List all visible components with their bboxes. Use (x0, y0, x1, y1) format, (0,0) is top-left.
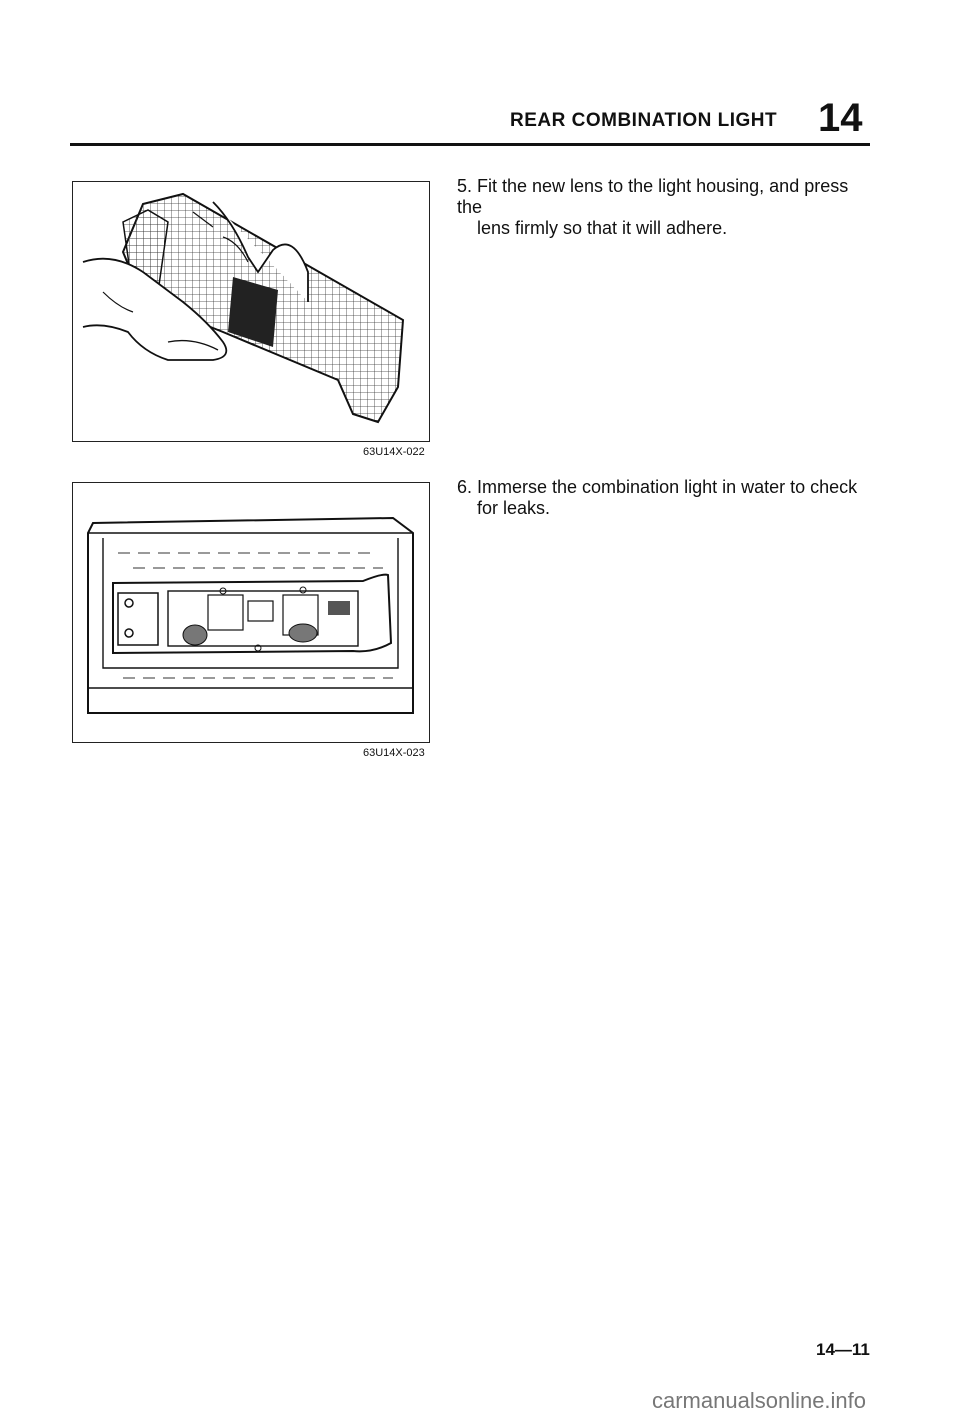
step-5 (457, 176, 877, 239)
step-6 (457, 477, 877, 519)
header-divider (70, 143, 870, 146)
water-tank-illustration (73, 483, 429, 742)
figure-code: 63U14X-023 (363, 747, 425, 759)
page-number: 14—11 (816, 1340, 870, 1359)
page-title: REAR COMBINATION LIGHT (510, 110, 778, 131)
step-text-line: Immerse the combination light in water to check (477, 477, 858, 497)
step-number: 5. (457, 176, 473, 196)
figure-water-test (72, 482, 430, 743)
figure-fit-lens (72, 181, 430, 442)
step-text-line: lens firmly so that it will adhere. (477, 218, 728, 238)
step-text-line: Fit the new lens to the light housing, and press the (457, 176, 849, 217)
figure-code: 63U14X-022 (363, 446, 425, 458)
step-number: 6. (457, 477, 473, 497)
step-text-line: for leaks. (477, 498, 551, 518)
lens-fitting-illustration (73, 182, 429, 441)
section-number: 14 (818, 96, 863, 140)
watermark: carmanualsonline.info (652, 1388, 867, 1413)
